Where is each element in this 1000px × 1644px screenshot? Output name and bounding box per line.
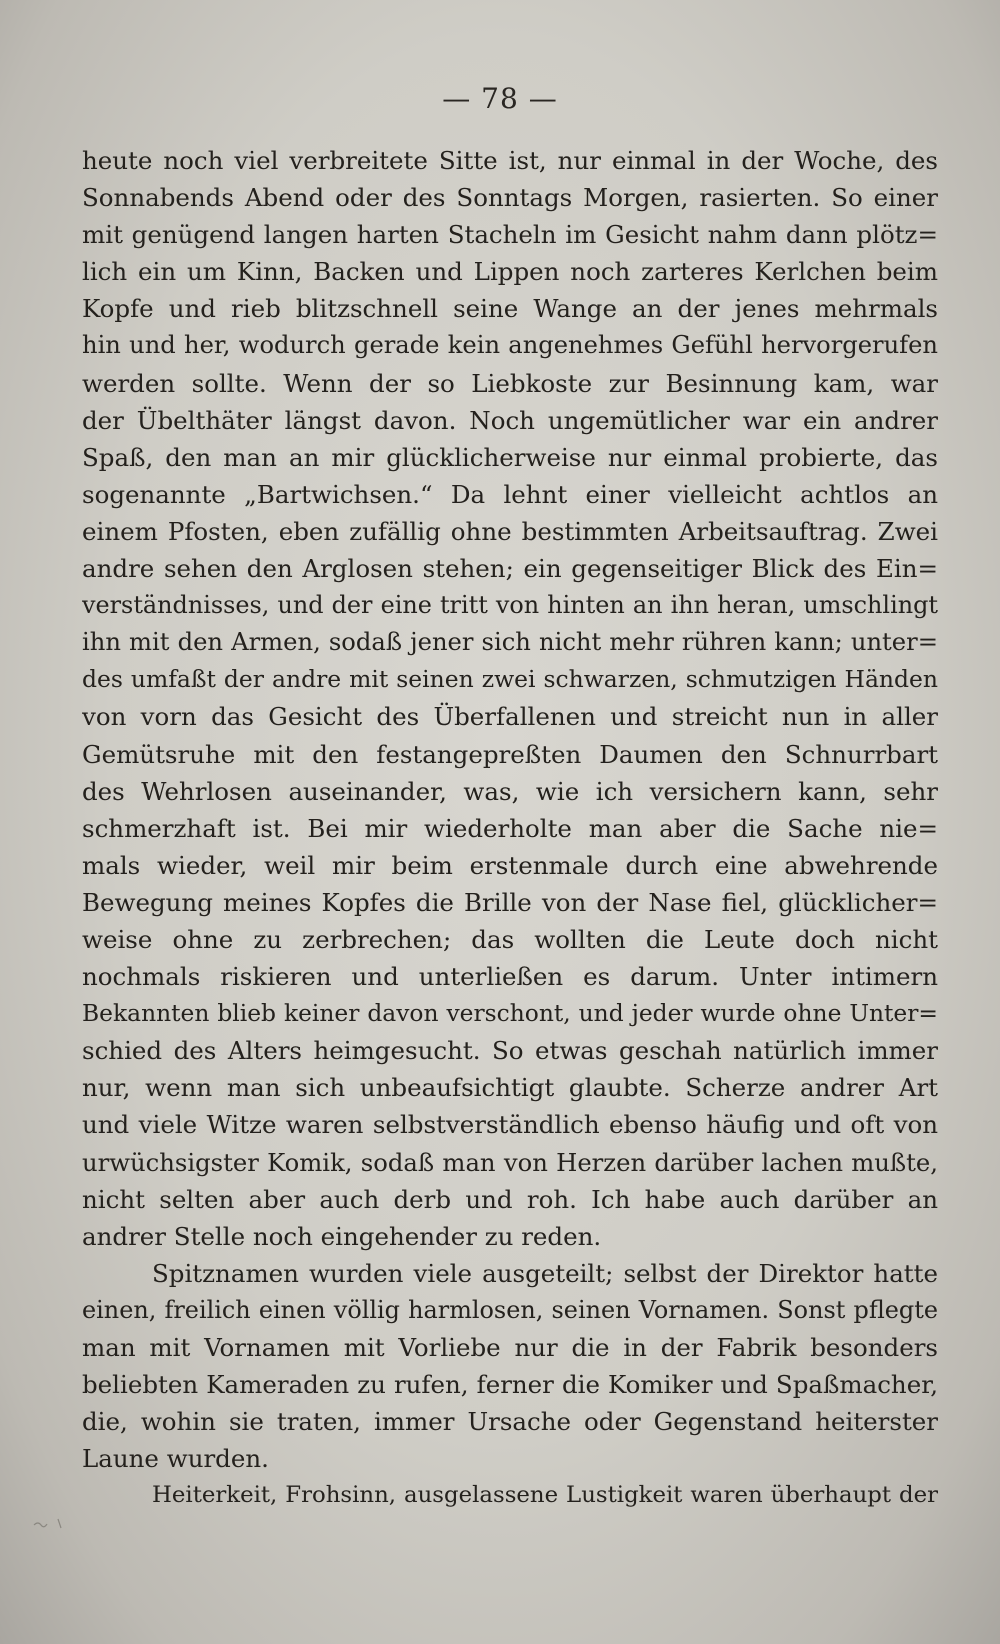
text-line: urwüchsigster Komik, sodaß man von Herzen darüber lachen mußte, bbox=[82, 1147, 938, 1177]
body-text bbox=[82, 142, 938, 1514]
text-line: schied des Alters heimgesucht. So etwas geschah natürlich immer bbox=[82, 1036, 938, 1066]
text-line: man mit Vornamen mit Vorliebe nur die in der Fabrik besonders bbox=[82, 1333, 938, 1362]
text-line: von vorn das Gesicht des Überfallenen und streicht nun in aller bbox=[82, 702, 938, 732]
text-line: sogenannte „Bartwichsen.“ Da lehnt einer vielleicht achtlos an bbox=[82, 479, 938, 509]
text-line: weise ohne zu zerbrechen; das wollten die Leute doch nicht bbox=[82, 924, 938, 954]
text-line: und viele Witze waren selbstverständlich ebenso häufig und oft von bbox=[82, 1110, 938, 1140]
text-line: Sonnabends Abend oder des Sonntags Morgen, rasierten. So einer bbox=[82, 183, 938, 213]
text-line: Bewegung meines Kopfes die Brille von der Nase fiel, glücklicher= bbox=[82, 887, 938, 917]
text-line: Gemütsruhe mit den festangepreßten Daumen den Schnurrbart bbox=[82, 739, 938, 769]
text-line: Bekannten blieb keiner davon verschont, und jeder wurde ohne Unter= bbox=[82, 999, 938, 1028]
text-line: Spaß, den man an mir glücklicherweise nur einmal probierte, das bbox=[82, 442, 938, 472]
text-line: der Übelthäter längst davon. Noch ungemütlicher war ein andrer bbox=[82, 405, 938, 435]
text-line: schmerzhaft ist. Bei mir wiederholte man aber die Sache nie= bbox=[82, 813, 938, 843]
text-line: werden sollte. Wenn der so Liebkoste zur Besinnung kam, war bbox=[82, 368, 938, 398]
text-line-paragraph-end: Laune wurden. bbox=[82, 1444, 269, 1474]
text-line: lich ein um Kinn, Backen und Lippen noch zarteres Kerlchen beim bbox=[82, 257, 938, 287]
text-line: des umfaßt der andre mit seinen zwei schwarzen, schmutzigen Händen bbox=[82, 665, 938, 694]
page-number: — 78 — bbox=[442, 82, 558, 115]
text-line-paragraph-end: andrer Stelle noch eingehender zu reden. bbox=[82, 1221, 602, 1251]
text-line: andre sehen den Arglosen stehen; ein gegenseitiger Blick des Ein= bbox=[82, 554, 938, 584]
text-line: nur, wenn man sich unbeaufsichtigt glaubte. Scherze andrer Art bbox=[82, 1073, 938, 1103]
pencil-mark-icon bbox=[32, 1515, 72, 1531]
text-line: nochmals riskieren und unterließen es darum. Unter intimern bbox=[82, 962, 938, 992]
text-line: beliebten Kameraden zu rufen, ferner die Komiker und Spaßmacher, bbox=[82, 1370, 938, 1400]
text-line: die, wohin sie traten, immer Ursache oder Gegenstand heiterster bbox=[82, 1407, 938, 1437]
text-line-paragraph-start: Heiterkeit, Frohsinn, ausgelassene Lustigkeit waren überhaupt der bbox=[152, 1482, 938, 1509]
text-line: ihn mit den Armen, sodaß jener sich nicht mehr rühren kann; unter= bbox=[82, 628, 938, 657]
text-line: des Wehrlosen auseinander, was, wie ich versichern kann, sehr bbox=[82, 776, 938, 806]
text-line: heute noch viel verbreitete Sitte ist, nur einmal in der Woche, des bbox=[82, 146, 938, 175]
margin-pencil-mark bbox=[32, 1515, 72, 1535]
text-line: einem Pfosten, eben zufällig ohne bestimmten Arbeitsauftrag. Zwei bbox=[82, 516, 938, 546]
text-line: nicht selten aber auch derb und roh. Ich habe auch darüber an bbox=[82, 1184, 938, 1214]
text-line: mit genügend langen harten Stacheln im Gesicht nahm dann plötz= bbox=[82, 220, 938, 250]
text-line: mals wieder, weil mir beim erstenmale durch eine abwehrende bbox=[82, 850, 938, 880]
text-line: einen, freilich einen völlig harmlosen, seinen Vornamen. Sonst pflegte bbox=[82, 1295, 938, 1324]
text-line: hin und her, wodurch gerade kein angenehmes Gefühl hervorgerufen bbox=[82, 331, 938, 360]
text-line-paragraph-start: Spitznamen wurden viele ausgeteilt; selbst der Direktor hatte bbox=[152, 1258, 938, 1288]
text-line: verständnisses, und der eine tritt von hinten an ihn heran, umschlingt bbox=[82, 591, 938, 620]
text-line: Kopfe und rieb blitzschnell seine Wange an der jenes mehrmals bbox=[82, 294, 938, 324]
